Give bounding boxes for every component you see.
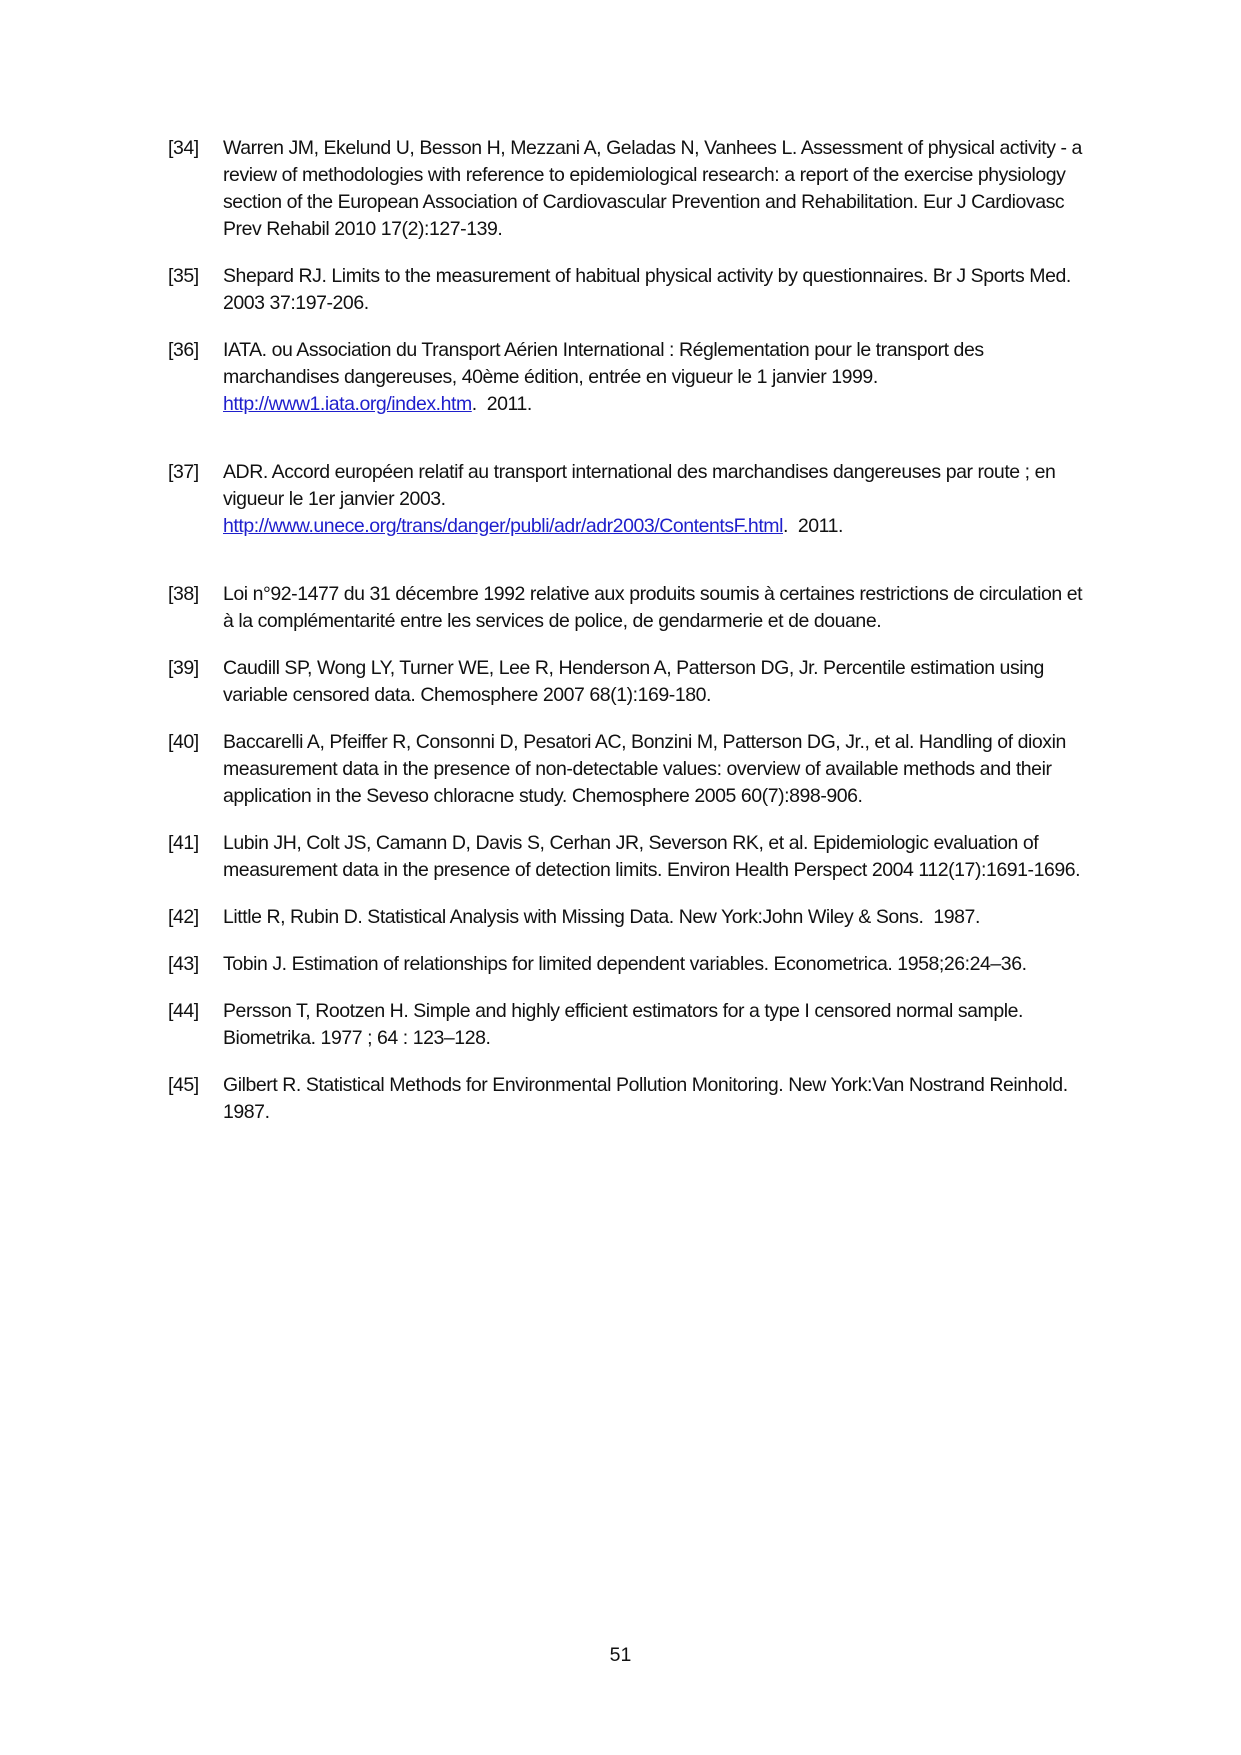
reference-number: [35] xyxy=(168,265,199,287)
reference-text: ADR. Accord européen relatif au transport international des marchandises dangereuses par route ; en vigueur le 1er janvier 2003. xyxy=(223,461,1056,510)
reference-text: Loi n°92-1477 du 31 décembre 1992 relative aux produits soumis à certaines restrictions de circulation et à la complémentarité entre les services de police, de gendarmerie et de douane. xyxy=(223,583,1083,632)
reference-39 xyxy=(168,655,1096,709)
reference-40 xyxy=(168,729,1096,810)
reference-45 xyxy=(168,1072,1096,1126)
reference-37 xyxy=(168,459,1096,540)
reference-text: Caudill SP, Wong LY, Turner WE, Lee R, Henderson A, Patterson DG, Jr. Percentile estimation using variable censored data. Chemosphere 2007 68(1):169-180. xyxy=(223,657,1044,706)
reference-number: [42] xyxy=(168,906,199,928)
reference-34 xyxy=(168,135,1096,243)
reference-body xyxy=(223,459,1096,540)
reference-text: Shepard RJ. Limits to the measurement of habitual physical activity by questionnaires. Br J Sports Med. 2003 37:197-206. xyxy=(223,265,1071,314)
reference-text: Gilbert R. Statistical Methods for Environmental Pollution Monitoring. New York:Van Nostrand Reinhold. 1987. xyxy=(223,1074,1078,1123)
reference-number: [37] xyxy=(168,461,199,483)
reference-number: [40] xyxy=(168,731,199,753)
reference-text: Tobin J. Estimation of relationships for limited dependent variables. Econometrica. 1958;26:24–36. xyxy=(223,953,1027,975)
reference-link-suffix: . 2011. xyxy=(782,515,843,537)
reference-44 xyxy=(168,998,1096,1052)
reference-number: [41] xyxy=(168,832,199,854)
reference-list xyxy=(168,135,1096,1126)
reference-text: Baccarelli A, Pfeiffer R, Consonni D, Pesatori AC, Bonzini M, Patterson DG, Jr., et al. Handling of dioxin measurement data in the presence of non-detectable values: overview of available methods and their application in the Seveso chloracne study. Chemosphere 2005 60(7):898-906. xyxy=(223,731,1066,807)
reference-36 xyxy=(168,337,1096,418)
reference-number: [34] xyxy=(168,137,199,159)
reference-link-suffix: . 2011. xyxy=(471,393,532,415)
reference-number: [44] xyxy=(168,1000,199,1022)
reference-text: Persson T, Rootzen H. Simple and highly efficient estimators for a type I censored normal sample. Biometrika. 1977 ; 64 : 123–128. xyxy=(223,1000,1023,1049)
reference-text: Lubin JH, Colt JS, Camann D, Davis S, Cerhan JR, Severson RK, et al. Epidemiologic evaluation of measurement data in the presence of detection limits. Environ Health Perspect 2004 112(17):1691-1696. xyxy=(223,832,1081,881)
reference-number: [45] xyxy=(168,1074,199,1096)
reference-link[interactable]: http://www1.iata.org/index.htm xyxy=(223,393,472,415)
reference-43 xyxy=(168,951,1096,978)
reference-number: [36] xyxy=(168,339,199,361)
reference-42 xyxy=(168,904,1096,931)
reference-text: Warren JM, Ekelund U, Besson H, Mezzani A, Geladas N, Vanhees L. Assessment of physical activity - a review of methodologies with reference to epidemiological research: a report of the exercise physiology section of the European Association of Cardiovascular Prevention and Rehabilitation. Eur J Cardiovasc Prev Rehabil 2010 17(2):127-139. xyxy=(223,137,1082,240)
reference-body xyxy=(223,337,1096,418)
reference-text: Little R, Rubin D. Statistical Analysis with Missing Data. New York:John Wiley & Sons. 1987. xyxy=(223,906,980,928)
reference-35 xyxy=(168,263,1096,317)
reference-number: [38] xyxy=(168,583,199,605)
reference-link[interactable]: http://www.unece.org/trans/danger/publi/adr/adr2003/ContentsF.html xyxy=(223,515,783,537)
reference-38 xyxy=(168,581,1096,635)
page-number: 51 xyxy=(609,1644,632,1666)
reference-number: [39] xyxy=(168,657,199,679)
reference-41 xyxy=(168,830,1096,884)
reference-number: [43] xyxy=(168,953,199,975)
reference-text: IATA. ou Association du Transport Aérien International : Réglementation pour le transport des marchandises dangereuses, 40ème édition, entrée en vigueur le 1 janvier 1999. xyxy=(223,339,984,388)
